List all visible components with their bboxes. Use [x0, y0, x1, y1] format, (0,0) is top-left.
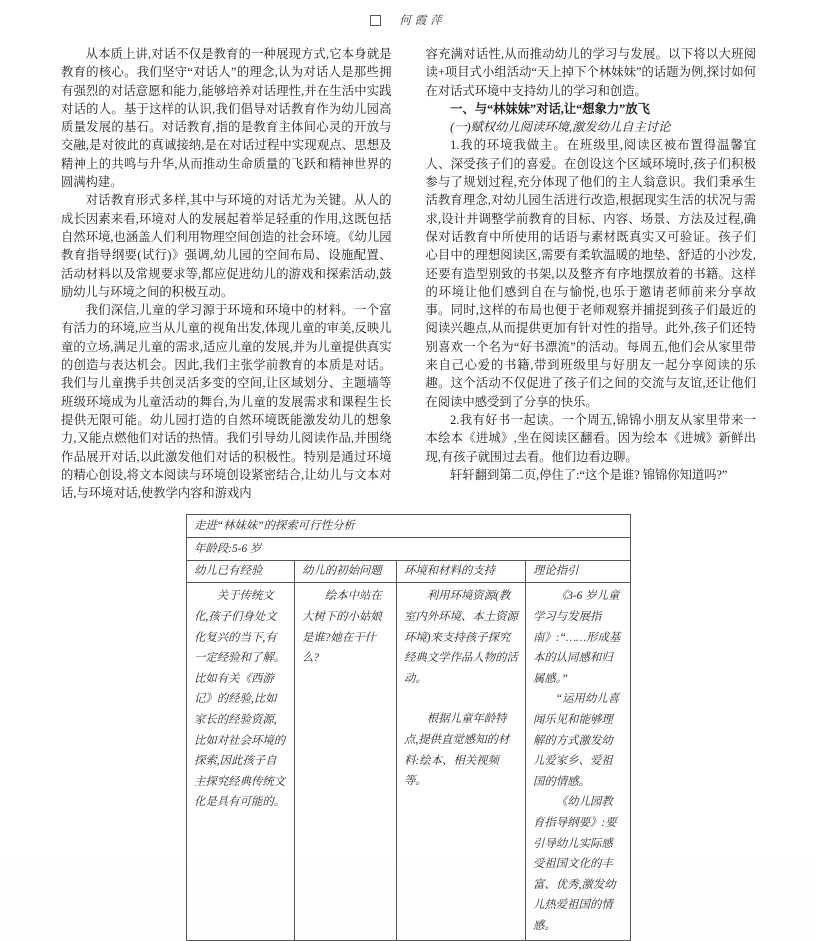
- paragraph: 2.我有好书一起读。一个周五,锦锦小朋友从家里带来一本绘本《进城》,坐在阅读区翻看。因为绘本《进城》新鲜出现,有孩子就围过去看。他们边看边聊。: [425, 412, 756, 464]
- cell-paragraph: 《3-6 岁儿童学习与发展指南》:“……形成基本的认同感和归属感。”: [533, 590, 621, 685]
- column-header-support: 环境和材料的支持: [397, 561, 526, 583]
- paragraph: 轩轩翻到第二页,停住了:“这个是谁? 锦锦你知道吗?”: [450, 467, 728, 482]
- paragraph: 对话教育形式多样,其中与环境的对话尤为关键。从人的成长因素来看,环境对人的发展起着举足轻重的作用,这既包括自然环境,也涵盖人们利用物理空间创造的社会环境。《幼儿园教育指导纲要(试行)》强调,幼儿园的空间布局、设施配置、活动材料以及常规要求等,都应促进幼儿的游戏和探索活动,鼓励幼儿与环境之间的积极互动。: [61, 193, 392, 299]
- cell-experience: [187, 583, 295, 940]
- analysis-table-wrapper: [186, 514, 632, 940]
- analysis-table: [186, 514, 631, 940]
- column-header-experience: 幼儿已有经验: [187, 561, 295, 583]
- cell-paragraph: 绘本中站在大树下的小姑娘是谁?她在干什么?: [302, 590, 382, 665]
- author-name: 何霞萍: [399, 15, 446, 27]
- paragraph: 从本质上讲,对话不仅是教育的一种展现方式,它本身就是教育的核心。我们坚守“对话人”的理念,认为对话人是那些拥有强烈的对话意愿和能力,能够培养对话理性,并在生活中实践对话的人。基于这样的认识,我们倡导对话教育作为幼儿园高质量发展的基石。对话教育,指的是教育主体间心灵的开放与交融,是对彼此的真诚接纳,是在对话过程中实现观点、思想及精神上的共鸣与升华,从而推动生命质量的飞跃和精神世界的圆满构建。: [61, 47, 392, 190]
- left-column: [61, 45, 392, 502]
- sub-heading: (一)赋权幼儿阅读环境,激发幼儿自主讨论: [450, 120, 671, 135]
- paragraph: 我们深信,儿童的学习源于环境和环境中的材料。一个富有活力的环境,应当从儿童的视角出发,体现儿童的审美,反映儿童的立场,满足儿童的需求,适应儿童的发展,并为儿童提供真实的创造与表达机会。因此,我们主张学前教育的本质是对话。我们与儿童携手共创灵活多变的空间,让区域划分、主题墙等班级环境成为儿童活动的舞台,为儿童的发展需求和课程生长提供无限可能。幼儿园打造的自然环境既能激发幼儿的想象力,又能点燃他们对话的热情。我们引导幼儿阅读作品,并围绕作品展开对话,以此激发他们对话的积极性。特别是通过环境的精心创设,将文本阅读与环境创设紧密结合,让幼儿与文本对话,与环境对话,使教学内容和游戏内: [61, 303, 392, 501]
- paragraph-continuation: 容充满对话性,从而推动幼儿的学习与发展。以下将以大班阅读+项目式小组活动“天上掉下个林妹妹”的话题为例,探讨如何在对话式环境中支持幼儿的学习和创造。: [425, 47, 756, 98]
- column-header-theory: 理论指引: [526, 561, 631, 583]
- right-column: [426, 45, 757, 502]
- table-age-row: [187, 538, 631, 561]
- square-icon: [370, 15, 381, 26]
- table-body-row: [187, 583, 631, 940]
- paragraph: 1.我的环境我做主。在班级里,阅读区被布置得温馨宜人、深受孩子们的喜爱。在创设这个区域环境时,孩子们积极参与了规划过程,充分体现了他们的主人翁意识。我们秉承生活教育理念,对幼儿园生活进行改造,根据现实生活的状况与需求,设计并调整学前教育的目标、内容、场景、方法及过程,确保对话教育中所使用的话语与素材既真实又可验证。孩子们心目中的理想阅读区,需要有柔软温暖的地垫、舒适的小沙发,还要有造型别致的书架,以及整齐有序地摆放着的书籍。这样的环境让他们感到自在与愉悦,也乐于邀请老师前来分享故事。同时,这样的布局也便于老师观察并捕捉到孩子们最近的阅读兴趣点,从而提供更加有针对性的指导。此外,孩子们还特别喜欢一个名为“好书漂流”的活动。每周五,他们会从家里带来自己心爱的书籍,带到班级里与好朋友一起分享阅读的乐趣。这个活动不仅促进了孩子们之间的交流与友谊,还让他们在阅读中感受到了分享的快乐。: [425, 138, 756, 409]
- table-title: 走进“林妹妹”的探索可行性分析: [187, 515, 631, 538]
- article-body: [0, 29, 816, 502]
- table-header-row: [187, 561, 631, 583]
- cell-paragraph: 关于传统文化,孩子们身处文化复兴的当下,有一定经验和了解。比如有关《西游记》的经验,比如家长的经验资源,比如对社会环境的探索,因此孩子自主探究经典传统文化是具有可能的。: [194, 590, 286, 809]
- cell-initial-questions: [295, 583, 397, 940]
- page-header: [0, 0, 816, 29]
- cell-theory: [526, 583, 631, 940]
- section-heading: 一、与“林妹妹”对话,让“想象力”放飞: [450, 101, 650, 116]
- cell-paragraph: 根据儿童年龄特点,提供直觉感知的材料:绘本、相关视频等。: [404, 713, 510, 788]
- age-range: 年龄段:5-6 岁: [187, 538, 631, 561]
- cell-paragraph: 《幼儿园教育指导纲要》:要引导幼儿实际感受祖国文化的丰富、优秀,激发幼儿热爱祖国的情感。: [533, 796, 617, 932]
- cell-support: [397, 583, 526, 940]
- column-header-questions: 幼儿的初始问题: [295, 561, 397, 583]
- cell-paragraph: “运用幼儿喜闻乐见和能够理解的方式激发幼儿爱家乡、爱祖国的情感。: [533, 693, 620, 788]
- table-title-row: [187, 515, 631, 538]
- cell-paragraph: 利用环境资源(教室内外环境、本土资源环境)来支持孩子探究经典文学作品人物的活动。: [404, 590, 518, 685]
